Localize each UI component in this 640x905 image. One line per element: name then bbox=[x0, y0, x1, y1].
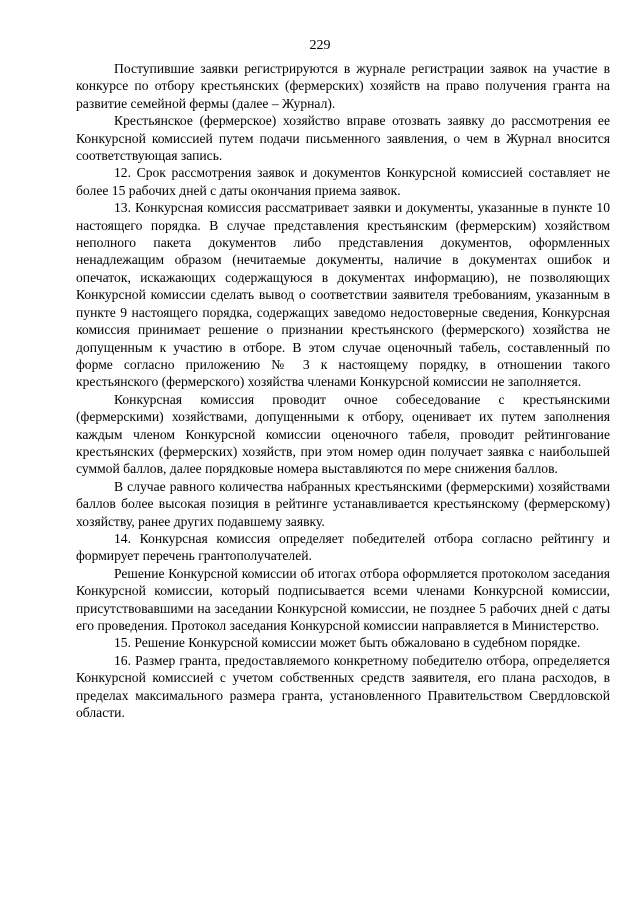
page-number: 229 bbox=[309, 38, 331, 53]
paragraph: 13. Конкурсная комиссия рассматривает заявки и документы, указанные в пункте 10 настоящего порядка. В случае представления крестьянским (фермерским) хозяйством неполного пакета документов либо представления документов, оформленных ненадлежащим образом (нечитаемые документы, наличие в документах ошибок и опечаток, искажающих содержащуюся в документах информацию), не позволяющих Конкурсной комиссии сделать вывод о соответствии заявителя требованиям, указанным в пункте 9 настоящего порядка, содержащих заведомо недостоверные сведения, Конкурсная комиссия принимает решение о признании крестьянского (фермерского) хозяйства не допущенным к участию в отборе. В этом случае оценочный табель, составленный по форме согласно приложению № 3 к настоящему порядку, в отношении такого крестьянского (фермерского) хозяйства членами Конкурсной комиссии не заполняется. bbox=[76, 200, 610, 390]
paragraph: 14. Конкурсная комиссия определяет победителей отбора согласно рейтингу и формирует перечень грантополучателей. bbox=[76, 530, 610, 564]
paragraph: В случае равного количества набранных крестьянскими (фермерскими) хозяйствами баллов более высокая позиция в рейтинге устанавливается крестьянскому (фермерскому) хозяйству, ранее других подавшему заявку. bbox=[76, 478, 610, 529]
paragraph: Решение Конкурсной комиссии об итогах отбора оформляется протоколом заседания Конкурсной комиссии, который подписывается всеми членами Конкурсной комиссии, присутствовавшими на заседании Конкурсной комиссии, не позднее 5 рабочих дней с даты его проведения. Протокол заседания Конкурсной комиссии направляется в Министерство. bbox=[76, 565, 610, 633]
paragraph: Конкурсная комиссия проводит очное собеседование с крестьянскими (фермерскими) хозяйствами, допущенными к отбору, оценивает их путем заполнения каждым членом Конкурсной комиссии оценочного табеля, проводит рейтингование крестьянских (фермерских) хозяйств, при этом номер один получает заявка с наибольшей суммой баллов, далее порядковые номера выставляются по мере снижения баллов. bbox=[76, 391, 610, 477]
paragraph: 12. Срок рассмотрения заявок и документов Конкурсной комиссией составляет не более 15 рабочих дней с даты окончания приема заявок. bbox=[76, 165, 610, 198]
paragraph: 16. Размер гранта, предоставляемого конкретному победителю отбора, определяется Конкурсной комиссией с учетом собственных средств заявителя, его плана расходов, в пределах максимального размера гранта, установленного Правительством Свердловской области. bbox=[76, 652, 610, 721]
paragraph: 15. Решение Конкурсной комиссии может быть обжаловано в судебном порядке. bbox=[114, 635, 581, 651]
paragraph: Крестьянское (фермерское) хозяйство вправе отозвать заявку до рассмотрения ее Конкурсной комиссией путем подачи письменного заявления, о чем в Журнал вносится соответствующая запись. bbox=[76, 113, 610, 164]
document-body bbox=[76, 60, 610, 721]
paragraph: Поступившие заявки регистрируются в журнале регистрации заявок на участие в конкурсе по отбору крестьянских (фермерских) хозяйств на право получения гранта на развитие семейной фермы (далее – Журнал). bbox=[76, 61, 610, 111]
